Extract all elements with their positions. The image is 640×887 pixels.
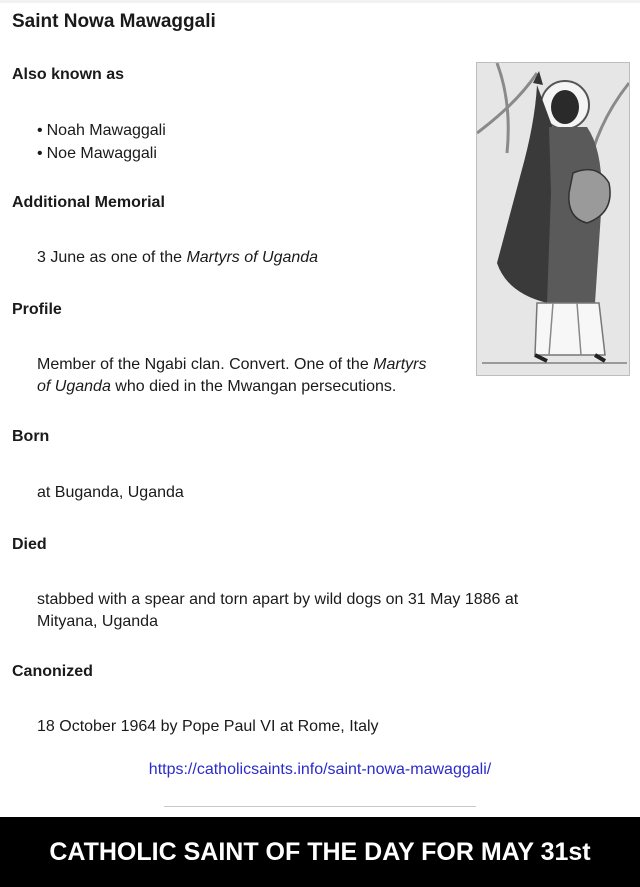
list-item: • Noah Mawaggali bbox=[37, 119, 166, 142]
page-title: Saint Nowa Mawaggali bbox=[12, 11, 216, 32]
list-item: • Noe Mawaggali bbox=[37, 142, 166, 165]
divider bbox=[164, 806, 476, 807]
banner-title: CATHOLIC SAINT OF THE DAY FOR MAY 31st bbox=[49, 837, 591, 866]
born-text: at Buganda, Uganda bbox=[37, 484, 184, 501]
source-link[interactable]: https://catholicsaints.info/saint-nowa-mawaggali/ bbox=[148, 761, 492, 778]
heading-canonized: Canonized bbox=[12, 663, 93, 680]
died-text: stabbed with a spear and torn apart by wild dogs on 31 May 1886 at Mityana, Uganda bbox=[37, 591, 519, 630]
saint-portrait-image bbox=[476, 62, 630, 376]
additional-memorial-text: 3 June as one of the Martyrs of Uganda bbox=[37, 249, 319, 266]
heading-also-known-as: Also known as bbox=[12, 66, 125, 83]
alias-list bbox=[37, 119, 166, 165]
heading-additional-memorial: Additional Memorial bbox=[12, 194, 165, 211]
heading-died: Died bbox=[12, 536, 47, 553]
banner bbox=[0, 817, 640, 887]
saint-illustration bbox=[477, 63, 629, 375]
canonized-text: 18 October 1964 by Pope Paul VI at Rome, Italy bbox=[37, 718, 379, 735]
top-divider bbox=[0, 0, 640, 3]
heading-born: Born bbox=[12, 428, 50, 445]
profile-text: Member of the Ngabi clan. Convert. One of the Martyrs of Uganda who died in the Mwangan persecutions. bbox=[37, 356, 427, 395]
martyrs-of-uganda-ref: Martyrs of Uganda bbox=[186, 249, 319, 266]
heading-profile: Profile bbox=[12, 301, 62, 318]
